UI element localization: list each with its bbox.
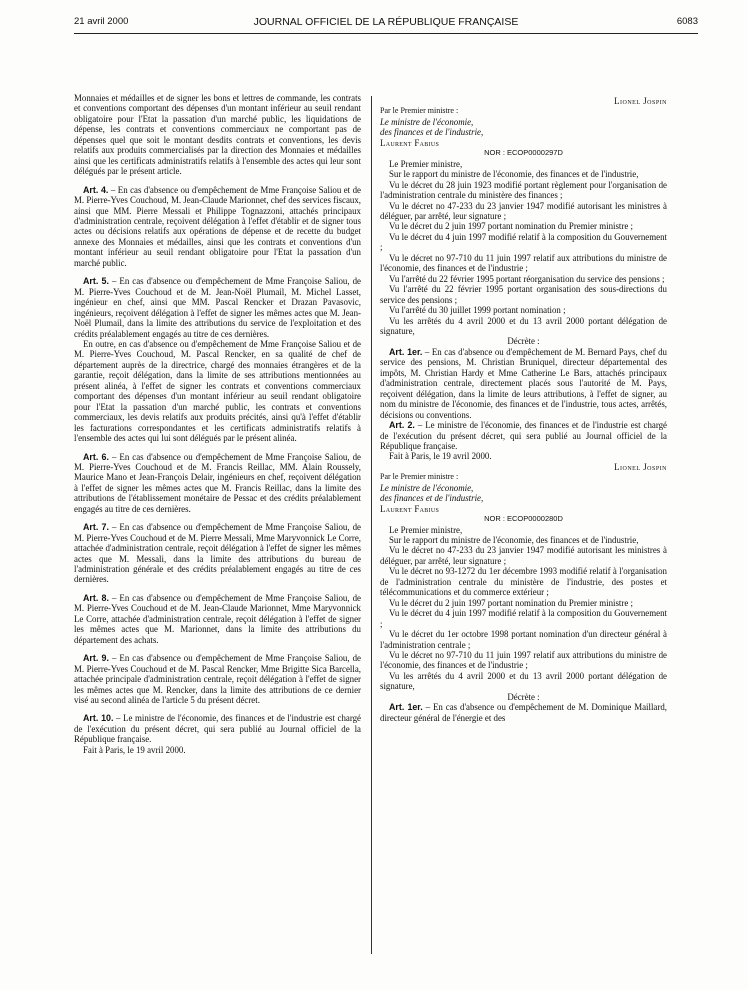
article-8 — [74, 593, 361, 645]
paragraph: Le Premier ministre, — [389, 158, 463, 169]
article-7 — [74, 522, 361, 585]
paragraph: Vu le décret du 4 juin 1997 modifié relatif à la composition du Gouvernement ; — [380, 608, 667, 629]
paragraph: Vu l'arrêté du 22 février 1995 portant organisation des sous-directions du service des pensions ; — [380, 284, 667, 305]
paragraph: Sur le rapport du ministre de l'économie, des finances et de l'industrie, — [389, 535, 639, 546]
page-header — [74, 16, 698, 32]
minister-title: des finances et de l'industrie, — [380, 493, 484, 504]
article-text: – Le ministre de l'économie, des finances et de l'industrie est chargé de l'exécution du présent décret, qui sera publié au Journal officiel de la République française. — [380, 420, 667, 451]
paragraph: Vu le décret du 1er octobre 1998 portant nomination d'un directeur général à l'administration centrale ; — [380, 629, 667, 650]
minister-title: Le ministre de l'économie, — [380, 482, 474, 493]
article-9 — [74, 653, 361, 705]
article-2 — [380, 420, 667, 451]
article-label: Art. 7. — [83, 522, 109, 533]
minister-name: Laurent Fabius — [380, 137, 440, 148]
article-10 — [74, 713, 361, 744]
column-divider — [371, 96, 372, 954]
article-text: – En cas d'absence ou d'empêchement de Mme Françoise Saliou, de M. Pierre-Yves Couchoud et de M. Pierre Messali, Mme Maryvonnick Le Corre, attachée d'administration centrale, reçoit délégation à l'effet de signer les mêmes actes que M. Messali, dans la limite des attributions du bureau de l'administration générale et des crédits préalablement engagés au titre de ces dernières. — [74, 522, 361, 585]
article-label: Art. 1er. — [389, 702, 423, 713]
paragraph: En outre, en cas d'absence ou d'empêchement de Mme Françoise Saliou et de M. Pierre-Yves Couchoud, M. Pascal Rencker, en sa qualité de chef de département auprès de la directrice, chargé des monnaies étrangères et de la garantie, reçoit délégation, dans la limite de ses attributions mentionnées au présent alinéa, à l'effet de signer les contrats et conventions commerciaux comportant des dépenses d'un montant inférieur au seuil rendant obligatoire pour l'Etat la passation d'un marché public, les contrats et conventions commerciaux, les devis relatifs aux produits précités, ainsi qu'à l'effet d'établir les facturations correspondantes et les certificats administratifs relatifs à l'ensemble des actes qui lui sont délégués par le présent alinéa. — [74, 338, 361, 444]
article-text: – En cas d'absence ou d'empêchement de Mme Françoise Saliou, de M. Pierre-Yves Couchoud et de M. Jean-Claude Marionnet, Mme Maryvonnick Le Corre, attachée d'administration centrale, reçoit délégation à l'effet de signer les mêmes actes que M. Marionnet, dans la limite des attributions du département des achats. — [74, 592, 361, 645]
article-text: – En cas d'absence ou d'empêchement de Mme Françoise Saliou, de M. Pierre-Yves Couchoud et de M. Pascal Rencker, Mme Brigitte Sica Barcella, attachée principale d'administration centrale, reçoit délégation à l'effet de signer les mêmes actes que M. Rencker, dans la limite des attributions de ce dernier visé au second alinéa de l'article 5 du présent décret. — [74, 653, 361, 706]
paragraph: Vu le décret no 47-233 du 23 janvier 1947 modifié autorisant les ministres à déléguer, par arrêté, leur signature ; — [380, 200, 667, 221]
paragraph: Sur le rapport du ministre de l'économie, des finances et de l'industrie, — [389, 169, 639, 180]
article-text: – En cas d'absence ou d'empêchement de Mme Françoise Saliou et de M. Pierre-Yves Couchoud, M. Jean-Claude Marionnet, chef des services fiscaux, ainsi que MM. Pierre Messali et Philippe Tognazzoni, attachés principaux d'administration centrale, reçoivent délégation à l'effet d'établir et de signer tous actes ou décisions relatifs aux opérations de dépense et de recette du budget annexe des Monnaies et médailles, ainsi que les contrats et conventions d'un montant inférieur au seuil rendant obligatoire pour l'Etat la passation d'un marché public. — [74, 184, 361, 268]
signature-line: Par le Premier ministre : — [380, 106, 459, 116]
header-page-number: 6083 — [676, 16, 698, 27]
done-at: Fait à Paris, le 19 avril 2000. — [389, 451, 492, 462]
article-label: Art. 9. — [83, 653, 109, 664]
minister-title: des finances et de l'industrie, — [380, 127, 484, 138]
paragraph: Vu l'arrêté du 30 juillet 1999 portant nomination ; — [389, 305, 566, 316]
header-rule — [74, 33, 698, 34]
article-label: Art. 1er. — [389, 346, 423, 357]
nor-reference: NOR : ECOP0000280D — [484, 514, 563, 524]
signature: Lionel Jospin — [614, 461, 667, 472]
paragraph: Vu le décret no 93-1272 du 1er décembre 1993 modifié relatif à l'organisation de l'administration centrale du ministère de l'industrie, des postes et télécommunications et du commerce extérieur ; — [380, 566, 667, 598]
article-label: Art. 8. — [83, 592, 109, 603]
article-label: Art. 5. — [83, 276, 109, 287]
article-1 — [380, 702, 667, 723]
article-label: Art. 4. — [83, 184, 109, 195]
article-text: – En cas d'absence ou d'empêchement de M. Dominique Maillard, directeur général de l'énergie et des — [380, 702, 667, 723]
paragraph: Le Premier ministre, — [389, 524, 463, 535]
left-column — [74, 93, 361, 755]
paragraph: Vu le décret du 2 juin 1997 portant nomination du Premier ministre ; — [389, 597, 633, 608]
article-5 — [74, 276, 361, 339]
minister-name: Laurent Fabius — [380, 503, 440, 514]
done-at: Fait à Paris, le 19 avril 2000. — [83, 744, 186, 755]
paragraph: Vu les arrêtés du 4 avril 2000 et du 13 avril 2000 portant délégation de signature, — [380, 315, 667, 336]
paragraph: Vu les arrêtés du 4 avril 2000 et du 13 avril 2000 portant délégation de signature, — [380, 670, 667, 692]
paragraph: Vu le décret du 4 juin 1997 modifié relatif à la composition du Gouvernement ; — [380, 231, 667, 253]
paragraph: Vu l'arrêté du 22 février 1995 portant réorganisation du service des pensions ; — [389, 273, 665, 284]
article-text: – En cas d'absence ou d'empêchement de Mme Françoise Saliou, de M. Pierre-Yves Couchoud et de M. Jean-Noël Plumail, M. Michel Lasset, ingénieur en chef, ainsi que MM. Pascal Rencker et Drazan Pavasovic, ingénieurs, reçoivent délégation à l'effet de signer les mêmes actes que M. Jean-Noël Plumail, dans la limite des attributions du service de l'exploitation et des crédits préalablement engagés au titre de ces dernières. — [74, 276, 361, 339]
article-6 — [74, 452, 361, 515]
signature-line: Par le Premier ministre : — [380, 472, 459, 482]
article-label: Art. 10. — [83, 713, 114, 724]
decrete-heading: Décrète : — [507, 691, 540, 702]
article-text: – En cas d'absence ou d'empêchement de Mme Françoise Saliou, de M. Pierre-Yves Couchoud et de M. Francis Reillac, MM. Alain Roussely, Maurice Mano et Jean-François Delair, ingénieurs en chef, reçoivent délégation à l'effet de signer les mêmes actes que M. Francis Reillac, dans la limite des attributions de l'établissement monétaire de Pessac et des crédits préalablement engagés au titre de ces dernières. — [74, 451, 361, 514]
header-title: JOURNAL OFFICIEL DE LA RÉPUBLIQUE FRANÇAISE — [253, 16, 519, 28]
paragraph: Vu le décret du 2 juin 1997 portant nomination du Premier ministre ; — [389, 221, 633, 232]
decrete-heading: Décrète : — [507, 336, 540, 347]
minister-title: Le ministre de l'économie, — [380, 116, 474, 127]
article-1 — [380, 347, 667, 420]
article-label: Art. 6. — [83, 451, 109, 462]
article-label: Art. 2. — [389, 420, 415, 431]
paragraph: Vu le décret no 97-710 du 11 juin 1997 relatif aux attributions du ministre de l'économie, des finances et de l'industrie ; — [380, 252, 667, 274]
right-column — [380, 96, 667, 723]
paragraph: Monnaies et médailles et de signer les bons et lettres de commande, les contrats et conventions comportant des dépenses d'un montant inférieur au seuil rendant obligatoire pour l'Etat la passation d'un marché public, les liquidations de dépense, les contrats et conventions commerciaux ne comportant pas de dépenses quel que soit le montant desdits contrats et conventions, les devis relatifs aux produits commercialisés par la direction des Monnaies et médailles ainsi que les certificats administratifs relatifs à l'ensemble des actes qui leur sont délégués par le présent article. — [74, 93, 361, 177]
paragraph: Vu le décret no 97-710 du 11 juin 1997 relatif aux attributions du ministre de l'économie, des finances et de l'industrie ; — [380, 650, 667, 671]
header-date: 21 avril 2000 — [74, 16, 129, 27]
article-4 — [74, 185, 361, 269]
article-text: – En cas d'absence ou d'empêchement de M. Bernard Pays, chef du service des pensions, M. Christian Bruniquel, directeur départemental des impôts, M. Christian Hardy et Mme Catherine Le Bars, attachés principaux d'administration centrale, directement placés sous l'autorité de M. Pays, reçoivent délégation, dans la limite de leurs attributions, à l'effet de signer, au nom du ministre de l'économie, des finances et de l'industrie, tous actes, arrêtés, décisions ou conventions. — [380, 346, 667, 420]
paragraph: Vu le décret no 47-233 du 23 janvier 1947 modifié autorisant les ministres à déléguer, par arrêté, leur signature ; — [380, 545, 667, 566]
signature: Lionel Jospin — [614, 96, 667, 106]
article-text: – Le ministre de l'économie, des finances et de l'industrie est chargé de l'exécution du présent décret, qui sera publié au Journal officiel de la République française. — [74, 713, 361, 745]
paragraph: Vu le décret du 28 juin 1923 modifié portant règlement pour l'organisation de l'administration centrale du ministère des finances ; — [380, 179, 667, 201]
nor-reference: NOR : ECOP0000297D — [484, 148, 563, 158]
